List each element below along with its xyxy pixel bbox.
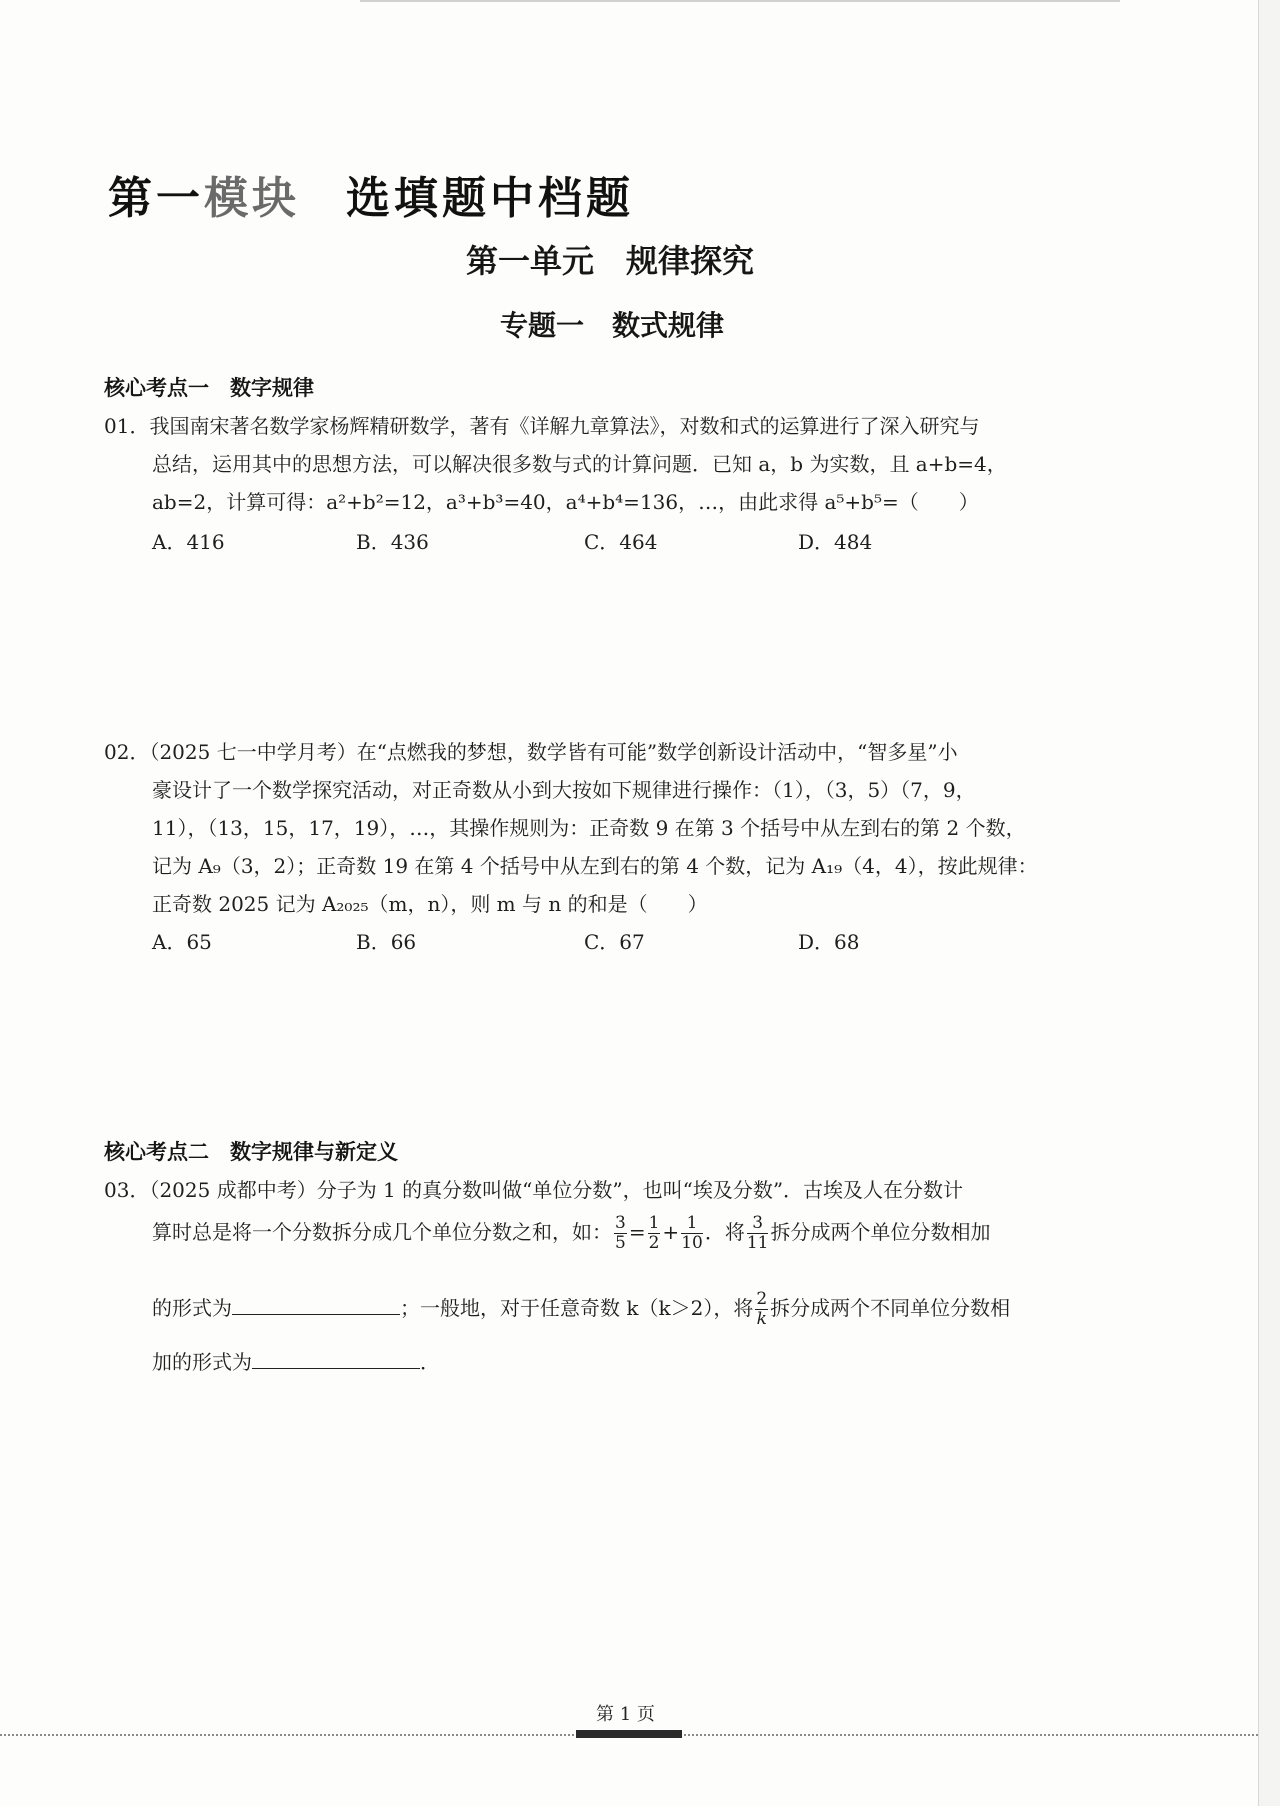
q3-line-1: 03．（2025 成都中考）分子为 1 的真分数叫做“单位分数”，也叫“埃及分数”．古埃及人在分数计 — [104, 1178, 964, 1202]
fraction-3-11: $\frac{3}{11}$ — [746, 1213, 769, 1253]
q3-line-2 — [152, 1214, 990, 1253]
q2-line-5: 正奇数 2025 记为 A₂₀₂₅（m，n），则 m 与 n 的和是（ ） — [152, 892, 708, 916]
q1-option-a: A．416 — [152, 530, 225, 554]
q2-line-4: 记为 A₉（3，2）；正奇数 19 在第 4 个括号中从左到右的第 4 个数，记为 A₁₉（4，4），按此规律： — [152, 854, 1038, 878]
topic-title: 专题一 数式规律 — [500, 309, 725, 342]
module-title-text: 选填题中档题 — [346, 173, 634, 224]
answer-blank-1[interactable] — [232, 1294, 400, 1315]
answer-blank-2[interactable] — [252, 1348, 420, 1369]
fraction-1-10: $\frac{1}{10}$ — [681, 1213, 703, 1253]
q1-line-2: 总结，运用其中的思想方法，可以解决很多数与式的计算问题．已知 a，b 为实数，且 a+b=4， — [152, 452, 1007, 476]
section-title-2: 核心考点二 数字规律与新定义 — [104, 1140, 398, 1164]
page-number: 第 1 页 — [596, 1704, 655, 1725]
section-title-1: 核心考点一 数字规律 — [104, 376, 314, 400]
q2-line-3: 11），（13，15，17，19），…，其操作规则为：正奇数 9 在第 3 个括号中从左到右的第 2 个数， — [152, 816, 1026, 840]
plus-sign: + — [662, 1220, 680, 1244]
q3-line-2-b: ．将 — [704, 1220, 745, 1244]
fraction-2-k: $\frac{2}{k}$ — [756, 1289, 768, 1329]
fraction-1-2: $\frac{1}{2}$ — [648, 1213, 660, 1253]
q2-option-c: C．67 — [584, 930, 645, 954]
equals-sign: = — [628, 1220, 646, 1244]
q3-line-4 — [152, 1346, 440, 1375]
q2-line-2: 豪设计了一个数学探究活动，对正奇数从小到大按如下规律进行操作：（1），（3，5）（7，9， — [152, 778, 976, 802]
q2-option-b: B．66 — [356, 930, 417, 954]
q3-line-4-b: ． — [420, 1350, 440, 1374]
module-prefix: 第一 — [108, 173, 204, 224]
q2-option-d: D．68 — [798, 930, 860, 954]
fraction-3-5: $\frac{3}{5}$ — [615, 1213, 626, 1253]
q1-option-d: D．484 — [798, 530, 873, 554]
q3-line-3-a: 的形式为 — [152, 1296, 232, 1320]
q3-line-4-a: 加的形式为 — [152, 1350, 252, 1374]
q1-option-c: C．464 — [584, 530, 658, 554]
module-title — [108, 162, 634, 226]
q2-line-1: 02．（2025 七一中学月考）在“点燃我的梦想，数学皆有可能”数学创新设计活动中，“智多星”小 — [104, 740, 958, 764]
q1-line-3: ab=2，计算可得：a²+b²=12，a³+b³=40，a⁴+b⁴=136，…，由此求得 a⁵+b⁵=（ ） — [152, 490, 979, 514]
scan-edge-line — [360, 0, 1120, 2]
page-right-edge — [1258, 0, 1280, 1806]
footer-bar — [576, 1730, 682, 1738]
q3-line-2-c: 拆分成两个单位分数相加 — [770, 1220, 991, 1244]
unit-title: 第一单元 规律探究 — [466, 242, 755, 280]
q3-line-2-a: 算时总是将一个分数拆分成几个单位分数之和，如： — [152, 1220, 612, 1244]
q3-line-3-c: 拆分成两个不同单位分数相 — [770, 1296, 1011, 1320]
q3-line-3-b: ；一般地，对于任意奇数 k（k＞2），将 — [400, 1296, 754, 1320]
q2-option-a: A．65 — [152, 930, 212, 954]
q1-line-1: 01．我国南宋著名数学家杨辉精研数学，著有《详解九章算法》，对数和式的运算进行了深入研究与 — [104, 414, 980, 438]
q1-option-b: B．436 — [356, 530, 429, 554]
q3-line-3 — [152, 1290, 1010, 1329]
module-obscured: 模块 — [204, 173, 300, 224]
